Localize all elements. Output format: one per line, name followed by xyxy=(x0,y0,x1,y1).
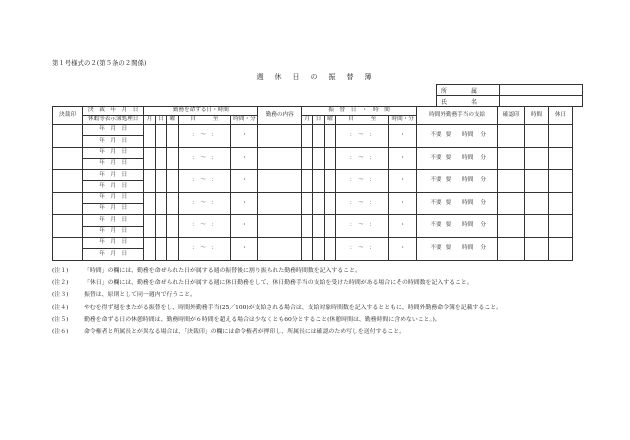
overtime-hours-unit: 時間 xyxy=(462,244,474,251)
affiliation-table xyxy=(436,84,583,107)
holiday-cell[interactable] xyxy=(548,192,572,215)
work-weekday-cell[interactable] xyxy=(167,237,178,260)
work-content-cell[interactable] xyxy=(258,147,302,170)
form-number-label: 第１号様式の２(第５条の２関係) xyxy=(52,59,147,67)
sub-hours-cell[interactable]: ・ xyxy=(389,147,417,170)
hours-cell[interactable] xyxy=(525,125,549,148)
sub-month-cell[interactable] xyxy=(302,237,313,260)
sub-month-header: 月 xyxy=(302,116,313,125)
confirm-seal-cell[interactable] xyxy=(498,170,525,193)
overtime-minutes-unit: 分 xyxy=(480,199,486,206)
work-weekday-cell[interactable] xyxy=(167,170,178,193)
holiday-cell[interactable] xyxy=(548,215,572,238)
overtime-not-required-label: 不要 xyxy=(430,244,442,251)
confirm-seal-cell[interactable] xyxy=(498,237,525,260)
overtime-required-label: 要 xyxy=(445,199,452,206)
note-label: (注６) xyxy=(52,328,69,335)
overtime-minutes-unit: 分 xyxy=(480,222,486,229)
sub-month-cell[interactable] xyxy=(302,215,313,238)
overtime-minutes-unit: 分 xyxy=(480,177,486,184)
overtime-hours-unit: 時間 xyxy=(462,154,474,161)
overtime-minutes-unit: 分 xyxy=(480,244,486,251)
confirm-seal-cell[interactable] xyxy=(498,147,525,170)
approval-seal-cell[interactable] xyxy=(53,215,83,238)
decision-date-header: 決 裁 年 月 日 xyxy=(83,107,144,116)
department-label: 所 属 xyxy=(437,85,500,96)
table-row xyxy=(53,170,573,181)
note-text: 勤務を命ずる日の休憩時間は、勤務時間が６時間を超える場合は少なくとも60分とすること(休憩時間は、勤務時間に含めないこと。)。 xyxy=(84,316,441,323)
work-content-cell[interactable] xyxy=(258,170,302,193)
note-label: (注３) xyxy=(52,292,69,299)
table-row xyxy=(53,125,573,136)
work-hours-cell[interactable]: ・ xyxy=(231,147,258,170)
overtime-hours-unit: 時間 xyxy=(462,222,474,229)
leave-date-cell[interactable]: 年 月 日 xyxy=(83,136,144,147)
overtime-pay-cell[interactable] xyxy=(417,192,498,215)
leave-date-cell[interactable]: 年 月 日 xyxy=(83,249,144,260)
substitution-table xyxy=(52,106,573,261)
sub-day-cell[interactable] xyxy=(313,170,324,193)
work-day-cell[interactable] xyxy=(155,170,166,193)
work-weekday-cell[interactable] xyxy=(167,147,178,170)
holiday-cell[interactable] xyxy=(548,125,572,148)
overtime-required-label: 要 xyxy=(445,154,452,161)
sub-hours-cell[interactable]: ・ xyxy=(389,192,417,215)
approval-seal-cell[interactable] xyxy=(53,125,83,148)
work-month-cell[interactable] xyxy=(144,170,155,193)
work-hours-cell[interactable]: ・ xyxy=(231,125,258,148)
sub-month-cell[interactable] xyxy=(302,192,313,215)
sub-time-range-cell[interactable]: ： ～ ： xyxy=(336,170,389,193)
work-time-range-cell[interactable]: ： ～ ： xyxy=(178,192,231,215)
overtime-minutes-unit: 分 xyxy=(480,132,486,138)
approval-seal-cell[interactable] xyxy=(53,147,83,170)
table-row xyxy=(53,192,573,203)
sub-month-cell[interactable] xyxy=(302,125,313,148)
work-date-time-header: 勤務を命ずる日・時間 xyxy=(144,107,258,116)
work-weekday-cell[interactable] xyxy=(167,215,178,238)
page-title: 週 休 日 の 振 替 簿 xyxy=(256,73,374,81)
sub-day-cell[interactable] xyxy=(313,237,324,260)
work-time-range-cell[interactable]: ： ～ ： xyxy=(178,215,231,238)
hours-header: 時間 xyxy=(525,107,549,125)
holiday-cell[interactable] xyxy=(548,170,572,193)
work-time-range-cell[interactable]: ： ～ ： xyxy=(178,237,231,260)
overtime-not-required-label: 不要 xyxy=(430,177,442,184)
work-day-cell[interactable] xyxy=(155,237,166,260)
holiday-cell[interactable] xyxy=(548,237,572,260)
work-hours-cell[interactable]: ・ xyxy=(231,192,258,215)
note-label: (注１) xyxy=(52,268,69,274)
overtime-required-label: 要 xyxy=(445,132,452,138)
leave-date-cell[interactable]: 年 月 日 xyxy=(83,226,144,237)
holiday-cell[interactable] xyxy=(548,147,572,170)
work-month-cell[interactable] xyxy=(144,237,155,260)
table-row xyxy=(53,147,573,158)
sub-month-cell[interactable] xyxy=(302,170,313,193)
approval-seal-cell[interactable] xyxy=(53,237,83,260)
confirm-seal-cell[interactable] xyxy=(498,192,525,215)
work-hours-cell[interactable]: ・ xyxy=(231,215,258,238)
note-text: 振替は、原則として同一週内で行うこと。 xyxy=(84,292,196,299)
work-weekday-header: 曜 xyxy=(167,116,178,125)
work-day-cell[interactable] xyxy=(155,147,166,170)
work-month-cell[interactable] xyxy=(144,192,155,215)
overtime-hours-unit: 時間 xyxy=(462,177,474,184)
overtime-minutes-unit: 分 xyxy=(480,154,486,161)
sub-day-header: 日 xyxy=(313,116,324,125)
decision-date-cell[interactable]: 年 月 日 xyxy=(83,170,144,181)
overtime-pay-cell[interactable] xyxy=(417,125,498,148)
note-text: 「時間」の欄には、勤務を命ぜられた日が属する週の振替後に割り振られた勤務時間数を記入すること。 xyxy=(84,268,361,274)
sub-hours-cell[interactable]: ・ xyxy=(389,215,417,238)
overtime-pay-cell[interactable] xyxy=(417,237,498,260)
work-time-range-cell[interactable]: ： ～ ： xyxy=(178,170,231,193)
sub-weekday-cell[interactable] xyxy=(324,237,335,260)
name-label: 氏 名 xyxy=(437,96,500,107)
work-day-cell[interactable] xyxy=(155,192,166,215)
sub-hours-cell[interactable]: ・ xyxy=(389,237,417,260)
note-label: (注２) xyxy=(52,280,69,287)
work-hours-cell[interactable]: ・ xyxy=(231,237,258,260)
sub-weekday-cell[interactable] xyxy=(324,170,335,193)
work-weekday-cell[interactable] xyxy=(167,125,178,148)
table-row xyxy=(53,215,573,226)
overtime-pay-cell[interactable] xyxy=(417,170,498,193)
note-label: (注４) xyxy=(52,304,69,311)
work-day-cell[interactable] xyxy=(155,125,166,148)
work-weekday-cell[interactable] xyxy=(167,192,178,215)
note-text: 命令権者と所属長とが異なる場合は、「決裁印」の欄には命令権者が押印し、所属長には確認のため写しを送付すること。 xyxy=(84,328,406,335)
leave-date-cell[interactable]: 年 月 日 xyxy=(83,158,144,169)
sub-time-range-cell[interactable]: ： ～ ： xyxy=(336,237,389,260)
note-item xyxy=(52,317,574,325)
overtime-hours-unit: 時間 xyxy=(462,199,474,206)
approval-seal-header: 決裁印 xyxy=(53,107,83,125)
approval-seal-cell[interactable] xyxy=(53,192,83,215)
sub-hours-min-header: 時間・分 xyxy=(389,116,417,125)
work-content-cell[interactable] xyxy=(258,125,302,148)
sub-weekday-cell[interactable] xyxy=(324,192,335,215)
name-field[interactable] xyxy=(500,96,583,107)
sub-day-cell[interactable] xyxy=(313,147,324,170)
sub-day-cell[interactable] xyxy=(313,215,324,238)
overtime-not-required-label: 不要 xyxy=(430,222,442,229)
work-day-header: 日 xyxy=(155,116,166,125)
hours-cell[interactable] xyxy=(525,237,549,260)
work-month-cell[interactable] xyxy=(144,147,155,170)
note-item xyxy=(52,280,574,288)
note-text: 「休日」の欄には、勤務を命ぜられた日が属する週に休日勤務をして、休日勤務手当の支給を受けた時間がある場合にその時間数を記入すること。 xyxy=(84,280,473,287)
sub-weekday-cell[interactable] xyxy=(324,125,335,148)
confirm-seal-cell[interactable] xyxy=(498,125,525,148)
note-item xyxy=(52,305,574,313)
work-month-cell[interactable] xyxy=(144,125,155,148)
work-content-cell[interactable] xyxy=(258,237,302,260)
work-content-cell[interactable] xyxy=(258,215,302,238)
sub-month-cell[interactable] xyxy=(302,147,313,170)
leave-date-header: 休暇等表示簿処理日 xyxy=(83,116,144,125)
notes-section xyxy=(52,268,574,341)
decision-date-cell[interactable]: 年 月 日 xyxy=(83,125,144,136)
work-day-cell[interactable] xyxy=(155,215,166,238)
confirm-seal-cell[interactable] xyxy=(498,215,525,238)
overtime-required-label: 要 xyxy=(445,244,452,251)
work-time-range-cell[interactable]: ： ～ ： xyxy=(178,147,231,170)
work-month-cell[interactable] xyxy=(144,215,155,238)
overtime-pay-header: 時間外勤務手当の支給 xyxy=(417,107,498,125)
sub-time-range-cell[interactable]: ： ～ ： xyxy=(336,215,389,238)
sub-weekday-header: 曜 xyxy=(324,116,335,125)
decision-date-cell[interactable]: 年 月 日 xyxy=(83,192,144,203)
note-item xyxy=(52,268,574,276)
department-field[interactable] xyxy=(500,85,583,96)
confirm-seal-header: 確認印 xyxy=(498,107,525,125)
note-item xyxy=(52,292,574,300)
sub-day-cell[interactable] xyxy=(313,192,324,215)
holiday-header: 休日 xyxy=(548,107,572,125)
leave-date-cell[interactable]: 年 月 日 xyxy=(83,181,144,192)
note-label: (注５) xyxy=(52,316,69,323)
substitute-date-time-header: 振 替 日 ・ 時 間 xyxy=(302,107,417,116)
overtime-hours-unit: 時間 xyxy=(462,132,474,138)
sub-day-cell[interactable] xyxy=(313,125,324,148)
hours-cell[interactable] xyxy=(525,215,549,238)
overtime-pay-cell[interactable] xyxy=(417,215,498,238)
overtime-not-required-label: 不要 xyxy=(430,132,442,138)
decision-date-cell[interactable]: 年 月 日 xyxy=(83,215,144,226)
sub-time-range-cell[interactable]: ： ～ ： xyxy=(336,192,389,215)
sub-weekday-cell[interactable] xyxy=(324,215,335,238)
overtime-required-label: 要 xyxy=(445,177,452,184)
decision-date-cell[interactable]: 年 月 日 xyxy=(83,237,144,248)
overtime-not-required-label: 不要 xyxy=(430,199,442,206)
work-hours-cell[interactable]: ・ xyxy=(231,170,258,193)
decision-date-cell[interactable]: 年 月 日 xyxy=(83,147,144,158)
note-item xyxy=(52,329,574,337)
hours-cell[interactable] xyxy=(525,192,549,215)
work-hours-min-header: 時間・分 xyxy=(231,116,258,125)
table-row xyxy=(53,237,573,248)
sub-time-from-to-header: 自 至 xyxy=(336,116,389,125)
work-month-header: 月 xyxy=(144,116,155,125)
overtime-not-required-label: 不要 xyxy=(430,154,442,161)
hours-cell[interactable] xyxy=(525,147,549,170)
leave-date-cell[interactable]: 年 月 日 xyxy=(83,204,144,215)
hours-cell[interactable] xyxy=(525,170,549,193)
work-time-range-cell[interactable]: ： ～ ： xyxy=(178,125,231,148)
work-content-header: 勤務の内容 xyxy=(258,107,302,125)
sub-hours-cell[interactable]: ・ xyxy=(389,125,417,148)
approval-seal-cell[interactable] xyxy=(53,170,83,193)
overtime-required-label: 要 xyxy=(445,222,452,229)
work-time-from-to-header: 自 至 xyxy=(178,116,231,125)
sub-hours-cell[interactable]: ・ xyxy=(389,170,417,193)
sub-weekday-cell[interactable] xyxy=(324,147,335,170)
work-content-cell[interactable] xyxy=(258,192,302,215)
sub-time-range-cell[interactable]: ： ～ ： xyxy=(336,147,389,170)
note-text: やむを得ず週をまたがる振替をし、時間外勤務手当(25／100)が支給される場合は、支給対象時間数を記入するとともに、時間外勤務命令簿を記載すること。 xyxy=(84,304,503,311)
overtime-pay-cell[interactable] xyxy=(417,147,498,170)
sub-time-range-cell[interactable]: ： ～ ： xyxy=(336,125,389,148)
